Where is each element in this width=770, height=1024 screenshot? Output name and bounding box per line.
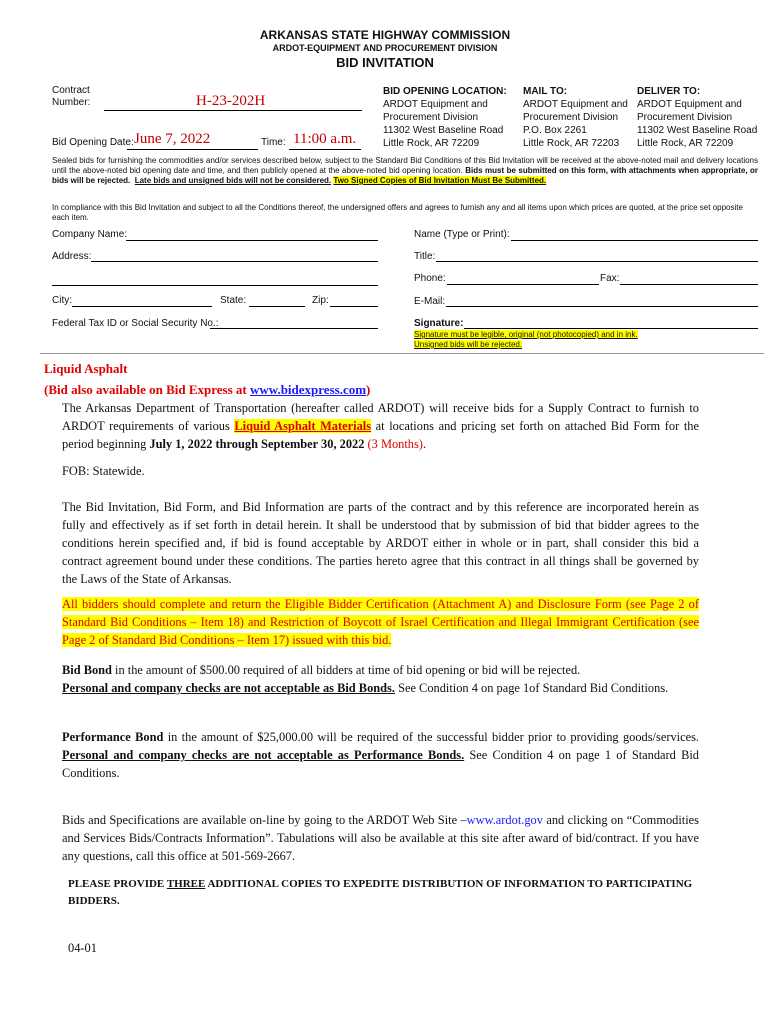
deliver-to-location xyxy=(637,85,757,150)
deliver-to-line: ARDOT Equipment and xyxy=(637,99,742,110)
intro-paragraph xyxy=(62,399,699,453)
mail-to-location xyxy=(523,85,628,150)
bid-express-link[interactable]: www.bidexpress.com xyxy=(250,382,367,397)
performance-bond-condition: See Condition 4 on page 1 of Standard Bid Conditions. xyxy=(62,748,699,780)
zip-label: Zip: xyxy=(312,295,329,306)
bid-opening-date-field[interactable] xyxy=(127,149,258,150)
performance-bond-paragraph xyxy=(62,728,699,782)
federal-tax-id-field[interactable] xyxy=(210,328,378,329)
name-print-label: Name (Type or Print): xyxy=(414,229,510,240)
fax-field[interactable] xyxy=(620,284,758,285)
item-title: Liquid Asphalt xyxy=(44,361,128,376)
signature-note xyxy=(414,330,638,350)
city-field[interactable] xyxy=(72,306,212,307)
notice-two-copies: Two Signed Copies of Bid Invitation Must Be Submitted. xyxy=(333,176,547,185)
copies-text-a: PLEASE PROVIDE xyxy=(68,878,167,890)
bid-bond-label: Bid Bond xyxy=(62,663,112,677)
mail-to-line: ARDOT Equipment and xyxy=(523,99,628,110)
mail-to-line: Procurement Division xyxy=(523,112,619,123)
deliver-to-line: Procurement Division xyxy=(637,112,733,123)
bid-opening-line: Procurement Division xyxy=(383,112,479,123)
time-field[interactable] xyxy=(289,149,361,150)
address-line-2-field[interactable] xyxy=(52,285,378,286)
fob-text: FOB: Statewide. xyxy=(62,464,145,478)
email-label: E-Mail: xyxy=(414,296,446,307)
state-field[interactable] xyxy=(249,306,305,307)
document-title: BID INVITATION xyxy=(336,55,434,70)
bid-opening-line: Little Rock, AR 72209 xyxy=(383,138,480,149)
notice-bold-late: Late bids and unsigned bids will not be considered. xyxy=(134,176,332,185)
bid-opening-line: 11302 West Baseline Road xyxy=(383,125,504,136)
bid-bond-checks-warning: Personal and company checks are not acceptable as Bid Bonds. xyxy=(62,681,395,695)
deliver-to-line: 11302 West Baseline Road xyxy=(637,125,758,136)
sealed-bids-notice xyxy=(52,156,758,186)
bid-express-pre: (Bid also available on Bid Express at xyxy=(44,382,250,397)
bid-bond-paragraph xyxy=(62,661,699,697)
title-field[interactable] xyxy=(436,261,758,262)
bid-express-note xyxy=(44,382,370,398)
signature-note-legible: Signature must be legible, original (not photocopied) and in ink. xyxy=(414,330,638,339)
additional-copies-note xyxy=(68,876,708,910)
copies-three: THREE xyxy=(166,878,206,890)
division-title: ARDOT-EQUIPMENT AND PROCUREMENT DIVISION xyxy=(272,43,498,53)
bid-opening-date-value: June 7, 2022 xyxy=(134,131,211,147)
mail-to-line: P.O. Box 2261 xyxy=(523,125,587,136)
specifications-paragraph xyxy=(62,811,699,865)
bid-opening-location-title: BID OPENING LOCATION: xyxy=(383,86,507,97)
bid-opening-line: ARDOT Equipment and xyxy=(383,99,488,110)
intro-text-b: at locations and pricing set forth on attached Bid Form for the period beginning xyxy=(62,419,700,451)
mail-to-title: MAIL TO: xyxy=(523,86,568,97)
city-label: City: xyxy=(52,295,72,306)
company-name-field[interactable] xyxy=(126,240,378,241)
bid-bond-condition: See Condition 4 on page 1of Standard Bid Conditions. xyxy=(394,681,669,695)
liquid-asphalt-materials-link: Liquid Asphalt Materials xyxy=(234,419,372,433)
bid-bond-text: in the amount of $500.00 required of all bidders at time of bid opening or bid will be rejected. xyxy=(111,663,581,677)
contract-months: (3 Months) xyxy=(364,437,423,451)
specifications-text-a: Bids and Specifications are available on-line by going to the ARDOT Web Site – xyxy=(62,813,467,827)
bid-opening-date-label: Bid Opening Date: xyxy=(52,137,134,148)
notice-bold-rejected: Bids must be submitted on this form, with attachments when appropriate, or bids will be rejected. xyxy=(52,166,758,185)
ardot-website-link[interactable]: www.ardot.gov xyxy=(466,813,543,827)
agency-title: ARKANSAS STATE HIGHWAY COMMISSION xyxy=(259,28,511,42)
deliver-to-line: Little Rock, AR 72209 xyxy=(637,138,734,149)
performance-bond-text: in the amount of $25,000.00 will be required of the successful bidder prior to providing goods/services. xyxy=(163,730,699,744)
contract-number-value: H-23-202H xyxy=(196,93,266,109)
contract-number-field[interactable] xyxy=(104,110,362,111)
specifications-text-b: and clicking on “Commodities and Services Bids/Contracts Information”. Tabulations will also be available at this site after award of bid/contract. If you have any questions, call this office at 501-569-2667. xyxy=(62,813,699,863)
intro-end: . xyxy=(422,437,427,451)
section-divider xyxy=(40,353,764,354)
company-name-label: Company Name: xyxy=(52,229,128,240)
bid-express-post: ) xyxy=(366,382,371,397)
address-field[interactable] xyxy=(91,261,378,262)
state-label: State: xyxy=(220,295,247,306)
contract-period: July 1, 2022 through September 30, 2022 xyxy=(149,437,365,451)
notice-text: Sealed bids for furnishing the commodities and/or services described below, subject to the Standard Bid Conditions of this Bid Invitation will be received at the above-noted mail and delivery locations until the above-noted bid opening date and time, and then publicly opened at the above-noted bid opening location. xyxy=(52,156,758,175)
compliance-text: In compliance with this Bid Invitation and subject to all the Conditions thereof, the undersigned offers and agrees to furnish any and all items upon which prices are quoted, at the price set opposite each item. xyxy=(52,203,743,222)
signature-field[interactable] xyxy=(464,328,758,329)
performance-bond-label: Performance Bond xyxy=(62,730,164,744)
phone-field[interactable] xyxy=(447,284,599,285)
name-print-field[interactable] xyxy=(511,240,758,241)
mail-to-line: Little Rock, AR 72203 xyxy=(523,138,620,149)
title-label: Title: xyxy=(414,251,436,262)
copies-text-b: ADDITIONAL COPIES TO EXPEDITE DISTRIBUTION OF INFORMATION TO PARTICIPATING BIDDERS. xyxy=(68,878,693,907)
intro-text-a: The Arkansas Department of Transportation (hereafter called ARDOT) will receive bids for a Supply Contract to furnish to ARDOT requirements of various xyxy=(62,401,699,433)
certification-text: All bidders should complete and return the Eligible Bidder Certification (Attachment A) and Disclosure Form (see Page 2 of Standard Bid Conditions – Item 18) and Restriction of Boycott of Israel Certification and Illegal Immigrant Certification (see Page 2 of Standard Bid Conditions – Item 17) issued with this bid. xyxy=(62,597,699,647)
email-field[interactable] xyxy=(446,306,758,307)
certification-paragraph xyxy=(62,595,699,649)
signature-label: Signature: xyxy=(414,318,464,329)
deliver-to-title: DELIVER TO: xyxy=(637,86,701,97)
form-code: 04-01 xyxy=(68,941,97,955)
time-label: Time: xyxy=(261,137,286,148)
contract-paragraph: The Bid Invitation, Bid Form, and Bid Information are parts of the contract and by this reference are incorporated herein as fully and effectively as if set forth in detail herein. It shall be understood that by submission of bid that bidder agrees to the conditions herein specified and, if bid is found acceptable by ARDOT either in whole or in part, shall consider this bid a contract agreement bound under these conditions. The parties hereto agree that this contract in all things shall be governed by the Laws of the State of Arkansas. xyxy=(62,500,699,586)
phone-label: Phone: xyxy=(414,273,446,284)
fax-label: Fax: xyxy=(600,273,620,284)
time-value: 11:00 a.m. xyxy=(293,131,357,147)
address-label: Address: xyxy=(52,251,92,262)
contract-number-label: Contract Number: xyxy=(52,85,91,108)
signature-note-unsigned: Unsigned bids will be rejected. xyxy=(414,340,523,349)
federal-tax-id-label: Federal Tax ID or Social Security No.: xyxy=(52,318,219,329)
performance-bond-checks-warning: Personal and company checks are not acceptable as Performance Bonds. xyxy=(62,748,465,762)
bid-opening-location xyxy=(383,85,507,150)
zip-field[interactable] xyxy=(330,306,378,307)
